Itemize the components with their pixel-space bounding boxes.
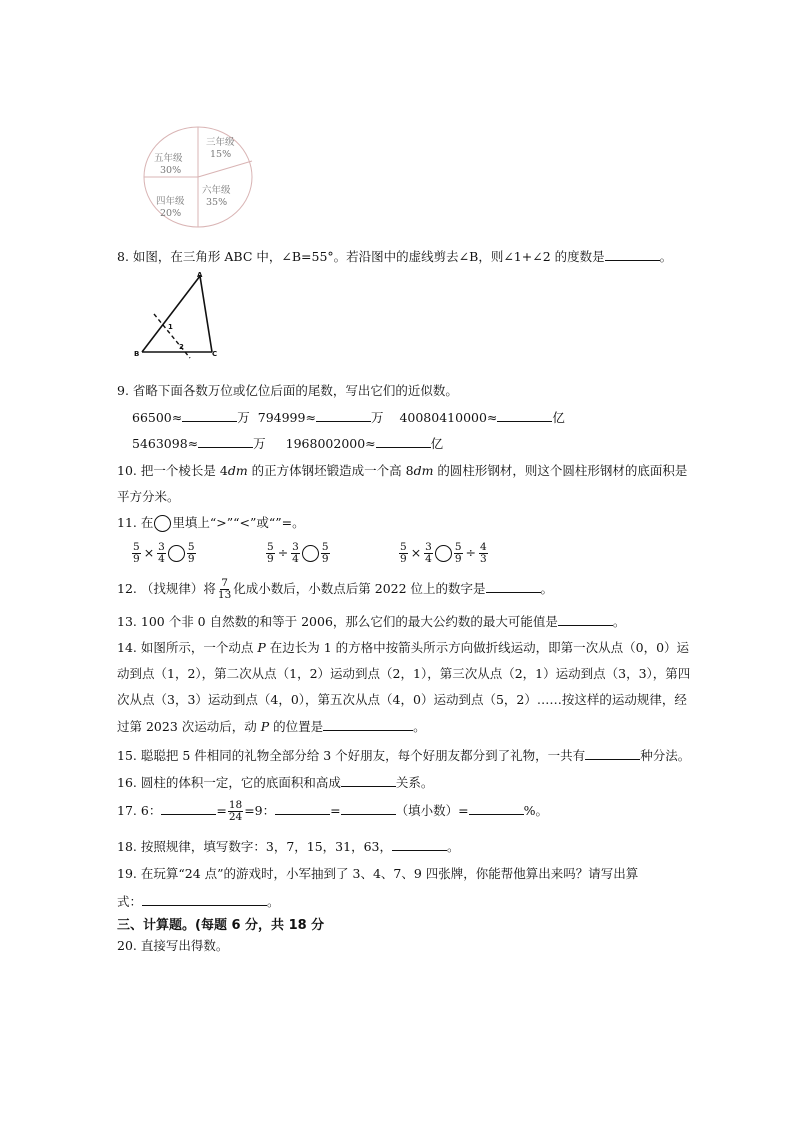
answer-blank[interactable] xyxy=(142,893,267,906)
fraction: $\frac{5}{9}$ xyxy=(454,541,462,565)
question-end: 。 xyxy=(413,719,426,734)
question-text: 动到点（1，2），第二次从点（1，2）运动到点（2，1），第三次从点（2，1）运动到点（3，3），第四 xyxy=(117,666,691,681)
answer-blank[interactable] xyxy=(182,409,237,422)
question-text: 式： xyxy=(117,894,143,909)
question-text: 100 个非 0 自然数的和等于 2006，那么它们的最大公约数的最大可能值是 xyxy=(140,614,558,629)
question-number: 17. xyxy=(117,803,137,818)
question-text: 过第 2023 次运动后，动 xyxy=(117,719,261,734)
compare-circle[interactable] xyxy=(302,545,319,562)
question-9-row-1 xyxy=(132,408,565,426)
unit-text: 亿 xyxy=(552,410,565,425)
question-end: 。 xyxy=(267,894,280,909)
fraction: $\frac{3}{4}$ xyxy=(425,541,432,565)
question-17: 17. 6： = $\frac{18}{24}$ =9： = （填小数）= %。 xyxy=(117,799,548,823)
question-number: 18. xyxy=(117,839,137,854)
pie-value-grade5: 30% xyxy=(160,165,182,176)
question-text: 化成小数后，小数点后第 2022 位上的数字是 xyxy=(233,581,486,596)
question-text: 圆柱的体积一定，它的底面积和高成 xyxy=(140,775,341,790)
question-text: 把一个棱长是 4 xyxy=(140,463,228,478)
angle-2-label: 2 xyxy=(179,343,184,351)
vertex-c-label: C xyxy=(212,350,218,358)
answer-blank[interactable] xyxy=(198,435,253,448)
unit-text: dm xyxy=(227,463,248,478)
question-number: 19. xyxy=(117,866,137,881)
unit-text: dm xyxy=(413,463,434,478)
question-8 xyxy=(117,247,672,265)
number-text: 66500≈ xyxy=(132,410,183,425)
question-end: 。 xyxy=(540,581,554,596)
variable-text: P xyxy=(257,640,266,655)
answer-blank[interactable] xyxy=(316,409,371,422)
compare-circle[interactable] xyxy=(168,545,185,562)
question-10-line-2 xyxy=(117,487,180,505)
vertex-b-label: B xyxy=(134,350,140,358)
question-number: 16. xyxy=(117,775,137,790)
question-text: 的正方体钢坯锻造成一个高 8 xyxy=(247,463,414,478)
number-text: 5463098≈ xyxy=(132,436,199,451)
question-text: 如图所示，一个动点 xyxy=(140,640,258,655)
fraction: $\frac{4}{3}$ xyxy=(480,541,487,565)
unit-text: 万 xyxy=(370,410,384,425)
pie-label-grade5: 五年级 xyxy=(154,153,183,164)
pie-label-grade6: 六年级 xyxy=(202,185,231,196)
question-text: 在边长为 1 的方格中按箭头所示方向做折线运动，即第一次从点（0，0）运 xyxy=(265,640,690,655)
pie-chart xyxy=(138,125,258,230)
answer-blank[interactable] xyxy=(275,802,330,815)
question-end: 。 xyxy=(447,839,460,854)
fraction: $\frac{5}{9}$ xyxy=(187,541,195,565)
question-end: 。 xyxy=(659,249,673,264)
question-text: 如图，在三角形 ABC 中，∠B=55°。若沿图中的虚线剪去∠B，则∠1+∠2 的度数是 xyxy=(132,249,605,264)
question-11-expr-3: $\frac{5}{9}$ × $\frac{3}{4}$ $\frac{5}{9}$ ÷ $\frac{4}{3}$ xyxy=(400,541,487,565)
answer-blank[interactable] xyxy=(323,718,413,731)
question-text: 平方分米。 xyxy=(117,489,180,504)
question-text: 的圆柱形钢材，则这个圆柱形钢材的底面积是 xyxy=(433,463,688,478)
question-number: 15. xyxy=(117,748,137,763)
question-end: 。 xyxy=(612,614,626,629)
question-text: 聪聪把 5 件相同的礼物全部分给 3 个好朋友，每个好朋友都分到了礼物，一共有 xyxy=(140,748,586,763)
question-11-expr-1: $\frac{5}{9}$ × $\frac{3}{4}$ $\frac{5}{9}$ xyxy=(133,541,195,565)
pie-value-grade3: 15% xyxy=(210,149,232,160)
compare-circle-icon xyxy=(154,515,171,532)
fraction: $\frac{5}{9}$ xyxy=(133,541,140,565)
fraction: $\frac{5}{9}$ xyxy=(321,541,329,565)
fraction: $\frac{18}{24}$ xyxy=(228,799,243,823)
answer-blank[interactable] xyxy=(605,248,660,261)
question-number: 20. xyxy=(117,938,137,953)
question-end: 关系。 xyxy=(395,775,434,790)
question-13 xyxy=(117,612,625,630)
question-number: 13. xyxy=(117,614,137,629)
pie-value-grade6: 35% xyxy=(206,197,228,208)
answer-blank[interactable] xyxy=(161,802,216,815)
answer-blank[interactable] xyxy=(392,838,447,851)
question-text: 次从点（3，3）运动到点（4，0），第五次从点（4，0）运动到点（5，2）……按这样的运动规律，经 xyxy=(117,692,687,707)
variable-text: P xyxy=(260,719,270,734)
question-14-line-4 xyxy=(117,717,426,735)
question-text: 省略下面各数万位或亿位后面的尾数，写出它们的近似数。 xyxy=(132,383,458,398)
number-text: 40080410000≈ xyxy=(399,410,498,425)
answer-blank[interactable] xyxy=(341,774,396,787)
question-end: 种分法。 xyxy=(640,748,691,763)
unit-text: 万 xyxy=(253,436,266,451)
question-number: 8. xyxy=(117,249,129,264)
question-text: 在玩算“24 点”的游戏时，小军抽到了 3、4、7、9 四张牌，你能帮他算出来吗？请写出算 xyxy=(140,866,639,881)
fraction: $\frac{5}{9}$ xyxy=(400,541,407,565)
angle-1-label: 1 xyxy=(168,323,173,331)
answer-blank[interactable] xyxy=(585,747,640,760)
fraction: $\frac{7}{13}$ xyxy=(217,577,232,601)
triangle-figure xyxy=(134,270,222,360)
answer-blank[interactable] xyxy=(341,802,396,815)
pie-label-grade4: 四年级 xyxy=(156,196,185,207)
question-10 xyxy=(117,461,687,479)
fraction: $\frac{5}{9}$ xyxy=(267,541,274,565)
question-15 xyxy=(117,746,690,764)
question-number: 12. xyxy=(117,581,137,596)
answer-blank[interactable] xyxy=(376,435,431,448)
question-text: 6： xyxy=(140,803,162,818)
question-number: 11. xyxy=(117,515,137,530)
question-19-line-2 xyxy=(117,892,280,910)
unit-text: 亿 xyxy=(430,436,444,451)
question-text: 里填上“>”“<”或“”=。 xyxy=(172,515,305,530)
pie-divider xyxy=(198,161,252,177)
number-text: 794999≈ xyxy=(257,410,316,425)
question-text: 在 xyxy=(140,515,154,530)
question-12 xyxy=(117,578,553,601)
question-14-line-3 xyxy=(117,690,687,708)
compare-circle[interactable] xyxy=(435,545,452,562)
question-14-line-2 xyxy=(117,664,690,682)
question-end: %。 xyxy=(523,803,548,818)
question-text: 直接写出得数。 xyxy=(140,938,229,953)
answer-blank[interactable] xyxy=(469,802,524,815)
question-text: 按照规律，填写数字：3，7，15，31，63， xyxy=(140,839,392,854)
question-number: 10. xyxy=(117,463,137,478)
pie-label-grade3: 三年级 xyxy=(206,137,235,148)
question-11 xyxy=(117,513,305,532)
answer-blank[interactable] xyxy=(558,613,613,626)
number-text: 1968002000≈ xyxy=(285,436,376,451)
question-number: 9. xyxy=(117,383,129,398)
answer-blank[interactable] xyxy=(486,580,541,593)
question-number: 14. xyxy=(117,640,137,655)
question-20 xyxy=(117,936,228,954)
question-9-row-2 xyxy=(132,434,443,452)
question-16 xyxy=(117,773,433,791)
vertex-a-label: A xyxy=(197,271,203,279)
question-19 xyxy=(117,864,638,882)
answer-blank[interactable] xyxy=(497,409,552,422)
question-text: 的位置是 xyxy=(269,719,324,734)
question-14 xyxy=(117,638,689,656)
fraction: $\frac{3}{4}$ xyxy=(158,541,165,565)
section-title: 三、计算题。(每题 6 分，共 18 分 xyxy=(117,918,325,933)
question-18 xyxy=(117,837,460,855)
question-11-expr-2: $\frac{5}{9}$ ÷ $\frac{3}{4}$ $\frac{5}{9}$ xyxy=(267,541,329,565)
fraction: $\frac{3}{4}$ xyxy=(292,541,299,565)
pie-value-grade4: 20% xyxy=(160,208,182,219)
question-9 xyxy=(117,381,458,399)
question-text: （填小数）= xyxy=(395,803,469,818)
question-text: （找规律）将 xyxy=(140,581,216,596)
unit-text: 万 xyxy=(237,410,250,425)
